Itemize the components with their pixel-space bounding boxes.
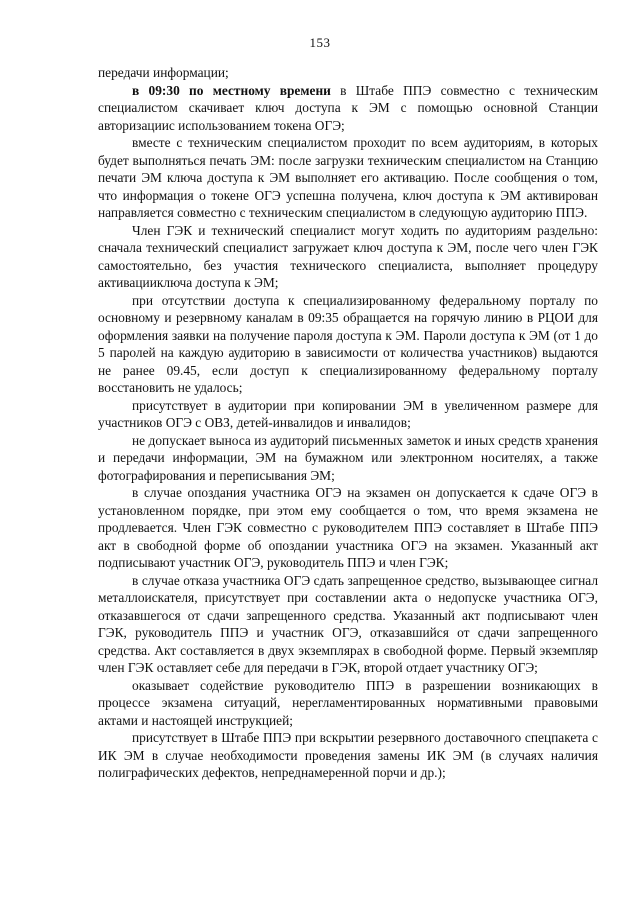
- paragraph: [98, 484, 598, 572]
- paragraph: [98, 222, 598, 292]
- paragraph: [98, 677, 598, 730]
- page-number: 153: [309, 35, 331, 50]
- document-body: [98, 64, 598, 782]
- paragraph-text: в Штабе ППЭ совместно с техническим специалистом скачивает ключ доступа к ЭМ с помощью основной Станции авторизацииc использованием токена ОГЭ;: [98, 82, 598, 133]
- paragraph-bold-lead: в 09:30 по местному времени: [132, 82, 331, 98]
- paragraph-text: оказывает содействие руководителю ППЭ в разрешении возникающих в процессе экзамена ситуаций, нерегламентированных нормативными правовыми актами и настоящей инструкцией;: [98, 677, 598, 728]
- paragraph-text: вместе с техническим специалистом проходит по всем аудиториям, в которых будет выполняться печать ЭМ: после загрузки техническим специалистом на Станцию печати ЭМ ключа доступа к ЭМ выполняет его активацию. После сообщения о том, что информация о токене ОГЭ успешна получена, ключ доступа к ЭМ активирован направляется совместно с техническим специалистом в следующую аудиторию ППЭ.: [98, 135, 598, 220]
- paragraph: [98, 729, 598, 782]
- paragraph-text: при отсутствии доступа к специализированному федеральному порталу по основному и резервному каналам в 09:35 обращается на горячую линию в РЦОИ для оформления заявки на получение пароля доступа к ЭМ. Пароли доступа к ЭМ (от 1 до 5 паролей на каждую аудиторию в зависимости от количества участников) выдаются не ранее 09.45, если доступ к специализированному федеральному порталу восстановить не удалось;: [98, 292, 598, 395]
- paragraph-text: присутствует в аудитории при копировании ЭМ в увеличенном размере для участников ОГЭ с ОВЗ, детей-инвалидов и инвалидов;: [98, 397, 598, 430]
- paragraph: [98, 397, 598, 432]
- paragraph: [98, 82, 598, 135]
- paragraph-text: не допускает выноса из аудиторий письменных заметок и иных средств хранения и передачи информации, ЭМ на бумажном или электронном носителях, а также фотографирования и переписывания ЭМ;: [98, 432, 598, 483]
- paragraph-text: Член ГЭК и технический специалист могут ходить по аудиториям раздельно: сначала технический специалист загружает ключ доступа к ЭМ, после чего член ГЭК самостоятельно, без участия технического специалиста, выполняет процедуру активацииключа доступа к ЭМ;: [98, 222, 598, 290]
- paragraph-text: в случае отказа участника ОГЭ сдать запрещенное средство, вызывающее сигнал металлоискателя, присутствует при составлении акта о недопуске участника ОГЭ, отказавшегося от сдачи запрещенного средства. Указанный акт подписывают член ГЭК, руководитель ППЭ и участник ОГЭ, отказавшийся от сдачи запрещенного средства. Акт составляется в двух экземплярах в свободной форме. Первый экземпляр член ГЭК оставляет себе для передачи в ГЭК, второй отдает участнику ОГЭ;: [98, 572, 598, 675]
- paragraph-text: передачи информации;: [98, 65, 229, 80]
- paragraph: [98, 134, 598, 222]
- paragraph-text: в случае опоздания участника ОГЭ на экзамен он допускается к сдаче ОГЭ в установленном порядке, при этом ему сообщается о том, что время экзамена не продлевается. Член ГЭК совместно с руководителем ППЭ составляет в Штабе ППЭ акт в свободной форме об опоздании участника ОГЭ на экзамен. Указанный акт подписывают участник ОГЭ, руководитель ППЭ и член ГЭК;: [98, 485, 598, 570]
- paragraph: [98, 292, 598, 397]
- paragraph: [98, 572, 598, 677]
- paragraph-text: присутствует в Штабе ППЭ при вскрытии резервного доставочного спецпакета с ИК ЭМ в случае необходимости проведения замены ИК ЭМ (в случаях наличия полиграфических дефектов, непреднамеренной порчи и др.);: [98, 730, 598, 780]
- paragraph: [98, 432, 598, 485]
- paragraph: [98, 64, 598, 82]
